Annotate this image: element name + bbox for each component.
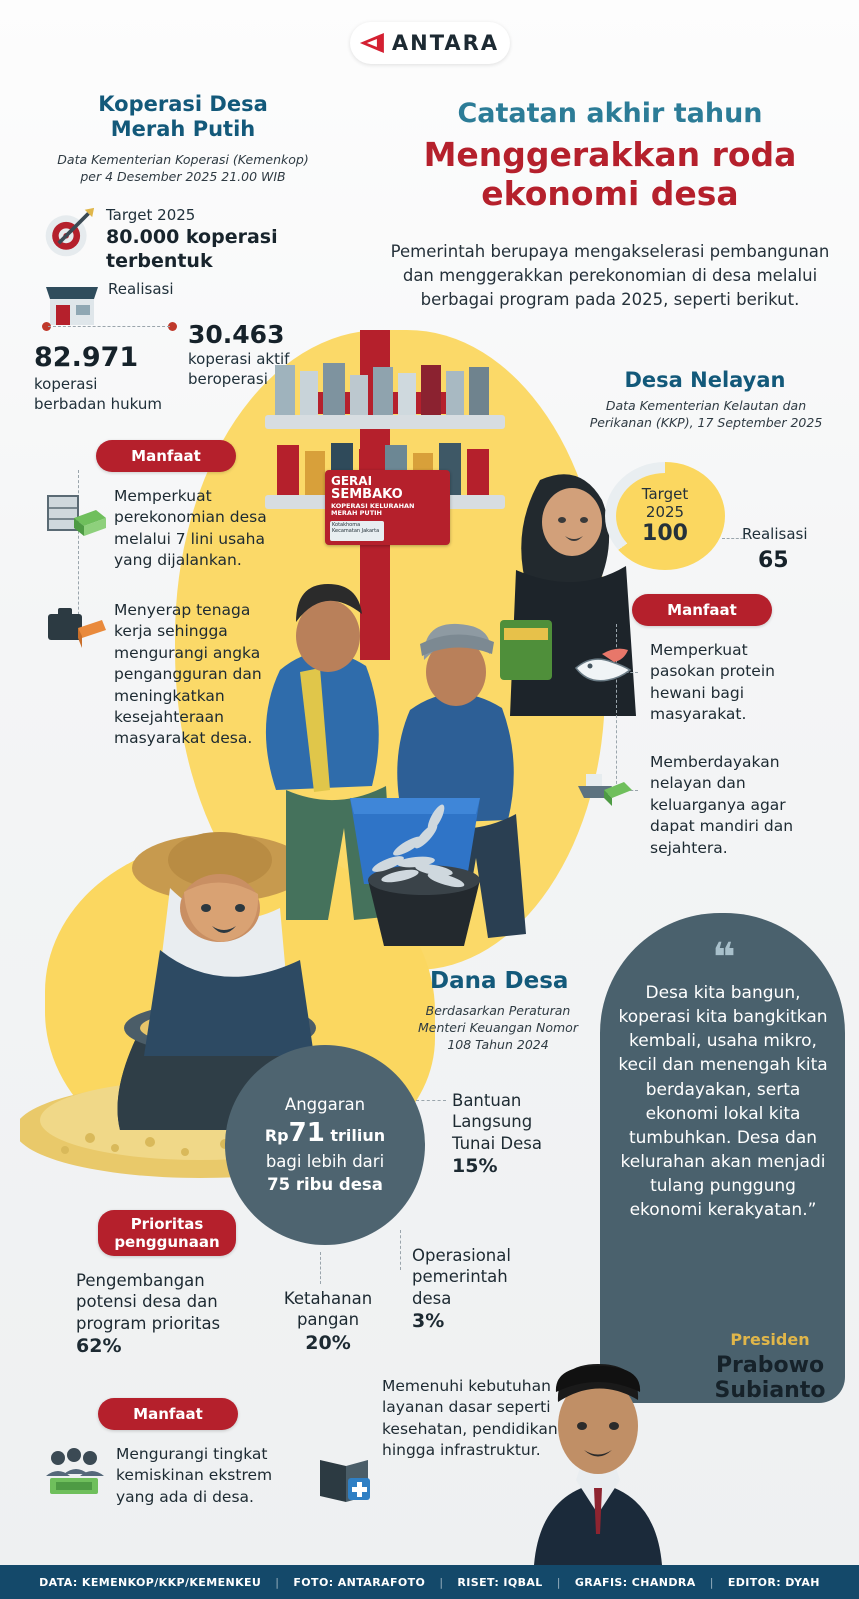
badge-manfaat-koperasi: Manfaat — [96, 440, 236, 472]
dana-desa-item-blt-label: Bantuan Langsung Tunai Desa — [452, 1091, 542, 1153]
badge-prioritas-line1: Prioritas — [130, 1215, 204, 1233]
dd-connector-3 — [320, 1252, 321, 1284]
credits-footer — [0, 1565, 859, 1599]
president-name-line1: Prabowo — [715, 1353, 825, 1378]
dana-desa-item-operasional-label: Operasional pemerintah desa — [412, 1246, 511, 1308]
money-house-icon — [44, 488, 106, 542]
nelayan-donut-center — [605, 462, 725, 570]
dana-desa-source: Berdasarkan Peraturan Menteri Keuangan Nomor 108 Tahun 2024 — [418, 1003, 578, 1052]
dana-desa-donut — [225, 1045, 425, 1245]
shop-sign — [325, 470, 450, 545]
antara-logo — [350, 22, 510, 64]
dd-connector-2 — [400, 1230, 401, 1270]
footer-sep-1: | — [275, 1575, 280, 1589]
koperasi-source-line2: per 4 Desember 2025 21.00 WIB — [80, 168, 286, 184]
dana-desa-item-pangan-value: 20% — [305, 1331, 351, 1354]
koperasi-stat2-number: 30.463 — [188, 320, 285, 349]
koperasi-stat2-label-line2: beroperasi — [188, 369, 268, 388]
dana-desa-amount — [265, 1116, 385, 1151]
manfaat-dana-desa-text-2: Memenuhi kebutuhan layanan dasar seperti kesehatan, pendidikan hingga infrastruktur. — [382, 1377, 558, 1460]
nelayan-realisasi-value: 65 — [758, 548, 789, 573]
footer-foto: FOTO: ANTARAFOTO — [293, 1575, 426, 1589]
page-eyebrow: Catatan akhir tahun — [457, 98, 763, 129]
fishing-boat-icon — [572, 756, 634, 810]
manfaat-koperasi-text-1: Memperkuat perekonomian desa melalui 7 lini usaha yang dijalankan. — [114, 487, 267, 570]
koperasi-target-label: Target 2025 — [106, 206, 196, 224]
page-title-line1: Menggerakkan roda — [423, 135, 797, 174]
president-name — [690, 1353, 850, 1404]
president-role: Presiden — [730, 1330, 810, 1349]
footer-data: DATA: KEMENKOP/KKP/KEMENKEU — [39, 1575, 262, 1589]
koperasi-source-line1: Data Kementerian Koperasi (Kemenkop) — [57, 152, 309, 167]
nelayan-source-line2: Perikanan (KKP), 17 September 2025 — [589, 414, 823, 430]
koperasi-source — [30, 152, 336, 186]
dana-desa-item-blt-value: 15% — [452, 1155, 498, 1178]
nelayan-source — [556, 398, 856, 432]
koperasi-stat2-label — [188, 350, 289, 389]
antara-wordmark: ANTARA — [391, 31, 500, 55]
dana-desa-item-prioritas-label: Pengembangan potensi desa dan program prioritas — [76, 1271, 221, 1333]
badge-manfaat-dana-desa: Manfaat — [98, 1398, 238, 1430]
dana-desa-amount-prefix: Rp — [264, 1126, 289, 1146]
sign-line-2: SEMBAKO — [331, 486, 403, 502]
dana-desa-center-line3: bagi lebih dari — [265, 1152, 385, 1172]
koperasi-stat1-label-line1: koperasi — [34, 375, 98, 393]
koperasi-title-line2: Merah Putih — [110, 116, 256, 141]
footer-riset: RISET: IQBAL — [457, 1575, 543, 1589]
store-icon — [42, 275, 102, 331]
nelayan-target-label-line2: 2025 — [645, 502, 685, 521]
manfaat-nelayan-text-1: Memperkuat pasokan protein hewani bagi masyarakat. — [650, 641, 775, 724]
nelayan-progress-donut — [605, 462, 725, 570]
dd-connector-1 — [416, 1100, 446, 1101]
manfaat-koperasi-text-2: Menyerap tenaga kerja sehingga mengurangi angka pengangguran dan meningkatkan kesejahteraan masyarakat desa. — [114, 601, 262, 748]
koperasi-target-value-line1: 80.000 koperasi — [106, 226, 278, 248]
book-health-icon — [312, 1452, 374, 1508]
page-title — [372, 136, 848, 214]
sign-line-3: KOPERASI KELURAHAN — [331, 502, 415, 511]
fish-protein-icon — [572, 640, 634, 694]
badge-prioritas-penggunaan — [98, 1210, 236, 1256]
dana-desa-item-operasional-value: 3% — [412, 1310, 445, 1333]
koperasi-title-line1: Koperasi Desa — [98, 92, 268, 116]
footer-sep-3: | — [556, 1575, 561, 1589]
sign-caption-1: Kotakhoma — [332, 522, 361, 528]
nelayan-target-label-line1: Target — [641, 484, 689, 503]
sign-caption-2: Kecamatan Jakarta — [332, 528, 380, 534]
dana-desa-item-prioritas — [76, 1270, 254, 1359]
koperasi-stat1-label-line2: berbadan hukum — [34, 394, 162, 413]
koperasi-stat1-number: 82.971 — [34, 342, 139, 373]
koperasi-target-value — [106, 226, 336, 274]
dana-desa-item-pangan — [268, 1288, 388, 1356]
fishermen-illustration — [240, 540, 570, 960]
dana-desa-center-line1: Anggaran — [284, 1095, 366, 1115]
page-intro-paragraph: Pemerintah berupaya mengakselerasi pembangunan dan menggerakkan perekonomian di desa melalui berbagai program pada 2025, seperti berikut. — [390, 242, 830, 309]
badge-manfaat-nelayan: Manfaat — [632, 594, 772, 626]
nelayan-source-line1: Data Kementerian Kelautan dan — [605, 398, 807, 413]
president-name-line2: Subianto — [714, 1378, 826, 1404]
koperasi-realisasi-label: Realisasi — [108, 280, 174, 298]
sign-line-1: GERAI — [331, 474, 373, 488]
manfaat-dana-desa-text-1: Mengurangi tingkat kemiskinan ekstrem yang ada di desa. — [116, 1445, 273, 1506]
dana-desa-amount-unit: triliun — [324, 1126, 386, 1146]
briefcase-worker-icon — [44, 600, 106, 654]
sign-line-4: MERAH PUTIH — [331, 509, 382, 518]
footer-sep-2: | — [439, 1575, 444, 1589]
nelayan-target-value: 100 — [642, 520, 688, 546]
dana-desa-donut-center — [265, 1094, 385, 1196]
target-dart-icon — [40, 206, 96, 260]
koperasi-stat1-label — [34, 375, 162, 414]
antara-arrow-icon — [360, 33, 384, 53]
nelayan-title: Desa Nelayan — [624, 368, 786, 392]
dana-desa-title: Dana Desa — [430, 968, 569, 994]
nelayan-realisasi-label: Realisasi — [742, 525, 808, 543]
page-title-line2: ekonomi desa — [481, 173, 739, 213]
koperasi-title — [38, 92, 328, 142]
footer-grafis: GRAFIS: CHANDRA — [574, 1575, 696, 1589]
dana-desa-center-line4: 75 ribu desa — [267, 1174, 383, 1194]
footer-editor: EDITOR: DYAH — [727, 1575, 820, 1589]
footer-sep-4: | — [709, 1575, 714, 1589]
dana-desa-amount-number: 71 — [288, 1118, 325, 1149]
quote-mark-icon: ❝ — [712, 935, 733, 981]
connector-line-koperasi — [48, 326, 170, 327]
dana-desa-item-prioritas-value: 62% — [76, 1335, 122, 1358]
koperasi-target-value-line2: terbentuk — [106, 249, 213, 272]
badge-prioritas-line2: penggunaan — [114, 1233, 220, 1251]
people-money-icon — [42, 1444, 110, 1500]
dana-desa-item-operasional — [412, 1245, 542, 1334]
quote-text: Desa kita bangun, koperasi kita bangkitkan kembali, usaha mikro, kecil dan menengah kita berdayakan, serta ekonomi lokal kita tumbuhkan. Desa dan kelurahan akan menjadi tulang punggung ekonomi kerakyatan.” — [618, 983, 828, 1221]
koperasi-stat2-label-line1: koperasi aktif — [188, 350, 290, 368]
dana-desa-item-pangan-label: Ketahanan pangan — [283, 1289, 373, 1330]
dana-desa-item-blt — [452, 1090, 572, 1179]
manfaat-nelayan-text-2: Memberdayakan nelayan dan keluarganya agar dapat mandiri dan sejahtera. — [650, 753, 794, 857]
